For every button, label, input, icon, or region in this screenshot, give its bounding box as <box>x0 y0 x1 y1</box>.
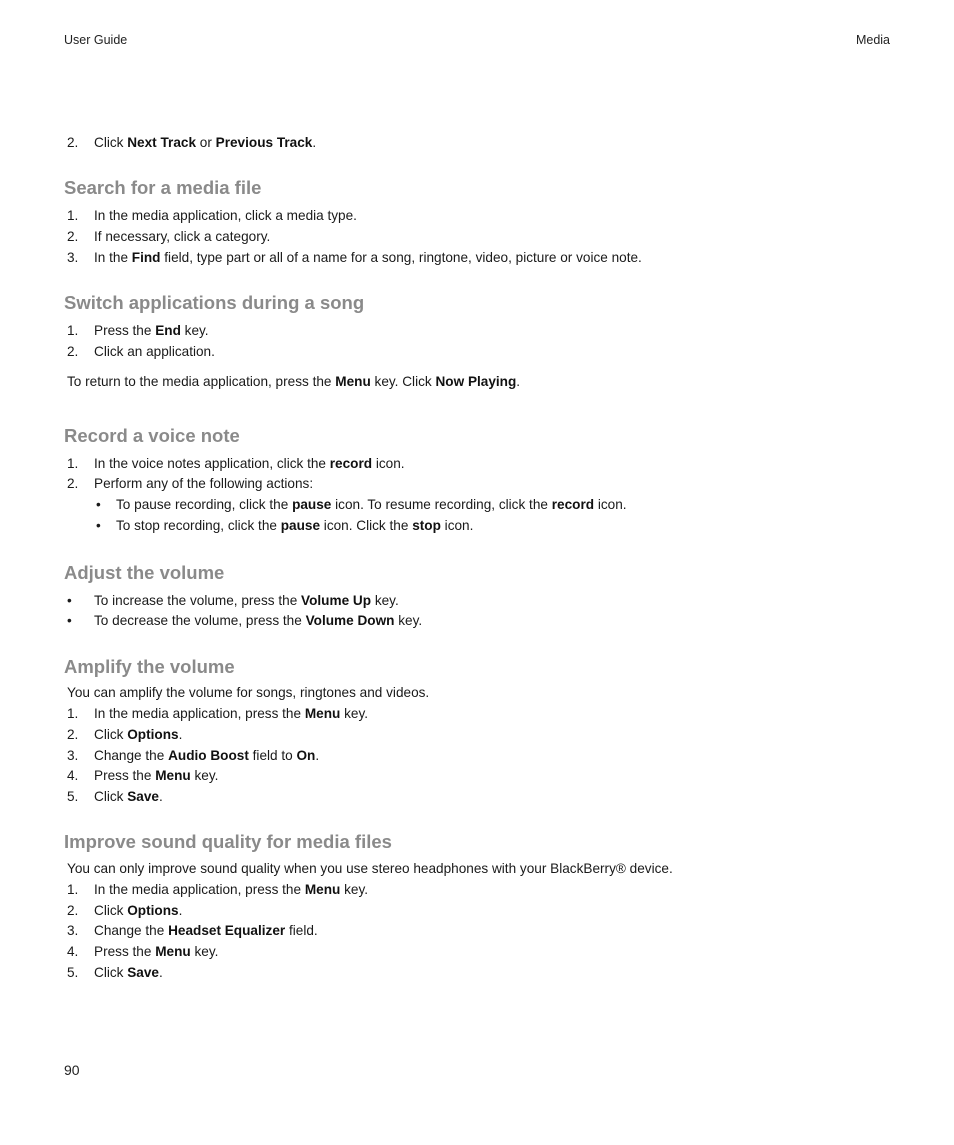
step-text: In the Find field, type part or all of a name for a song, ringtone, video, picture or voice note. <box>94 250 642 265</box>
bullet-icon: • <box>96 518 101 533</box>
step-number: 2. <box>67 135 79 150</box>
bullet-icon: • <box>67 613 72 628</box>
step-number: 5. <box>67 965 79 980</box>
step-text: In the media application, press the Menu key. <box>94 706 369 721</box>
step-number: 4. <box>67 768 79 783</box>
bullet-icon: • <box>67 593 72 608</box>
bullet-text: To increase the volume, press the Volume Up key. <box>94 593 399 608</box>
step-number: 1. <box>67 456 79 471</box>
running-header-right: Media <box>855 33 890 47</box>
bullet-text: To stop recording, click the pause icon. Click the stop icon. <box>116 518 474 533</box>
running-header-left: User Guide <box>64 33 128 47</box>
section-heading-adjust: Adjust the volume <box>64 562 225 583</box>
step-number: 3. <box>67 923 79 938</box>
section-heading-record: Record a voice note <box>64 425 240 446</box>
step-text: Perform any of the following actions: <box>94 476 314 491</box>
step-text: If necessary, click a category. <box>94 229 271 244</box>
step-number: 1. <box>67 882 79 897</box>
step-text: Click Save. <box>94 789 163 804</box>
step-text: In the media application, click a media type. <box>94 208 357 223</box>
step-number: 2. <box>67 476 79 491</box>
page-number: 90 <box>64 1062 80 1078</box>
step-number: 2. <box>67 903 79 918</box>
step-text: Click Options. <box>94 727 183 742</box>
step-number: 1. <box>67 208 79 223</box>
step-number: 4. <box>67 944 79 959</box>
step-text: Press the Menu key. <box>94 768 219 783</box>
step-text: In the media application, press the Menu key. <box>94 882 369 897</box>
bullet-text: To pause recording, click the pause icon. To resume recording, click the record icon. <box>116 497 627 512</box>
section-heading-search: Search for a media file <box>64 177 262 198</box>
step-text: Click Save. <box>94 965 163 980</box>
section-heading-amplify: Amplify the volume <box>64 656 235 677</box>
bullet-text: To decrease the volume, press the Volume Down key. <box>94 613 423 628</box>
step-text: Click an application. <box>94 344 215 359</box>
bullet-icon: • <box>96 497 101 512</box>
intro-text: You can amplify the volume for songs, ringtones and videos. <box>67 685 430 700</box>
section-heading-improve: Improve sound quality for media files <box>64 831 392 852</box>
step-number: 2. <box>67 727 79 742</box>
step-number: 3. <box>67 250 79 265</box>
step-number: 2. <box>67 229 79 244</box>
section-heading-switch: Switch applications during a song <box>64 292 365 313</box>
step-text: Press the End key. <box>94 323 209 338</box>
step-text: In the voice notes application, click the record icon. <box>94 456 405 471</box>
step-text: Click Options. <box>94 903 183 918</box>
step-number: 3. <box>67 748 79 763</box>
intro-text: You can only improve sound quality when you use stereo headphones with your BlackBerry® device. <box>67 861 673 876</box>
step-text: Click Next Track or Previous Track. <box>94 135 317 150</box>
step-text: Press the Menu key. <box>94 944 219 959</box>
step-text: Change the Headset Equalizer field. <box>94 923 318 938</box>
step-number: 1. <box>67 323 79 338</box>
step-number: 1. <box>67 706 79 721</box>
note-text: To return to the media application, press the Menu key. Click Now Playing. <box>67 374 521 389</box>
step-number: 5. <box>67 789 79 804</box>
step-number: 2. <box>67 344 79 359</box>
step-text: Change the Audio Boost field to On. <box>94 748 320 763</box>
